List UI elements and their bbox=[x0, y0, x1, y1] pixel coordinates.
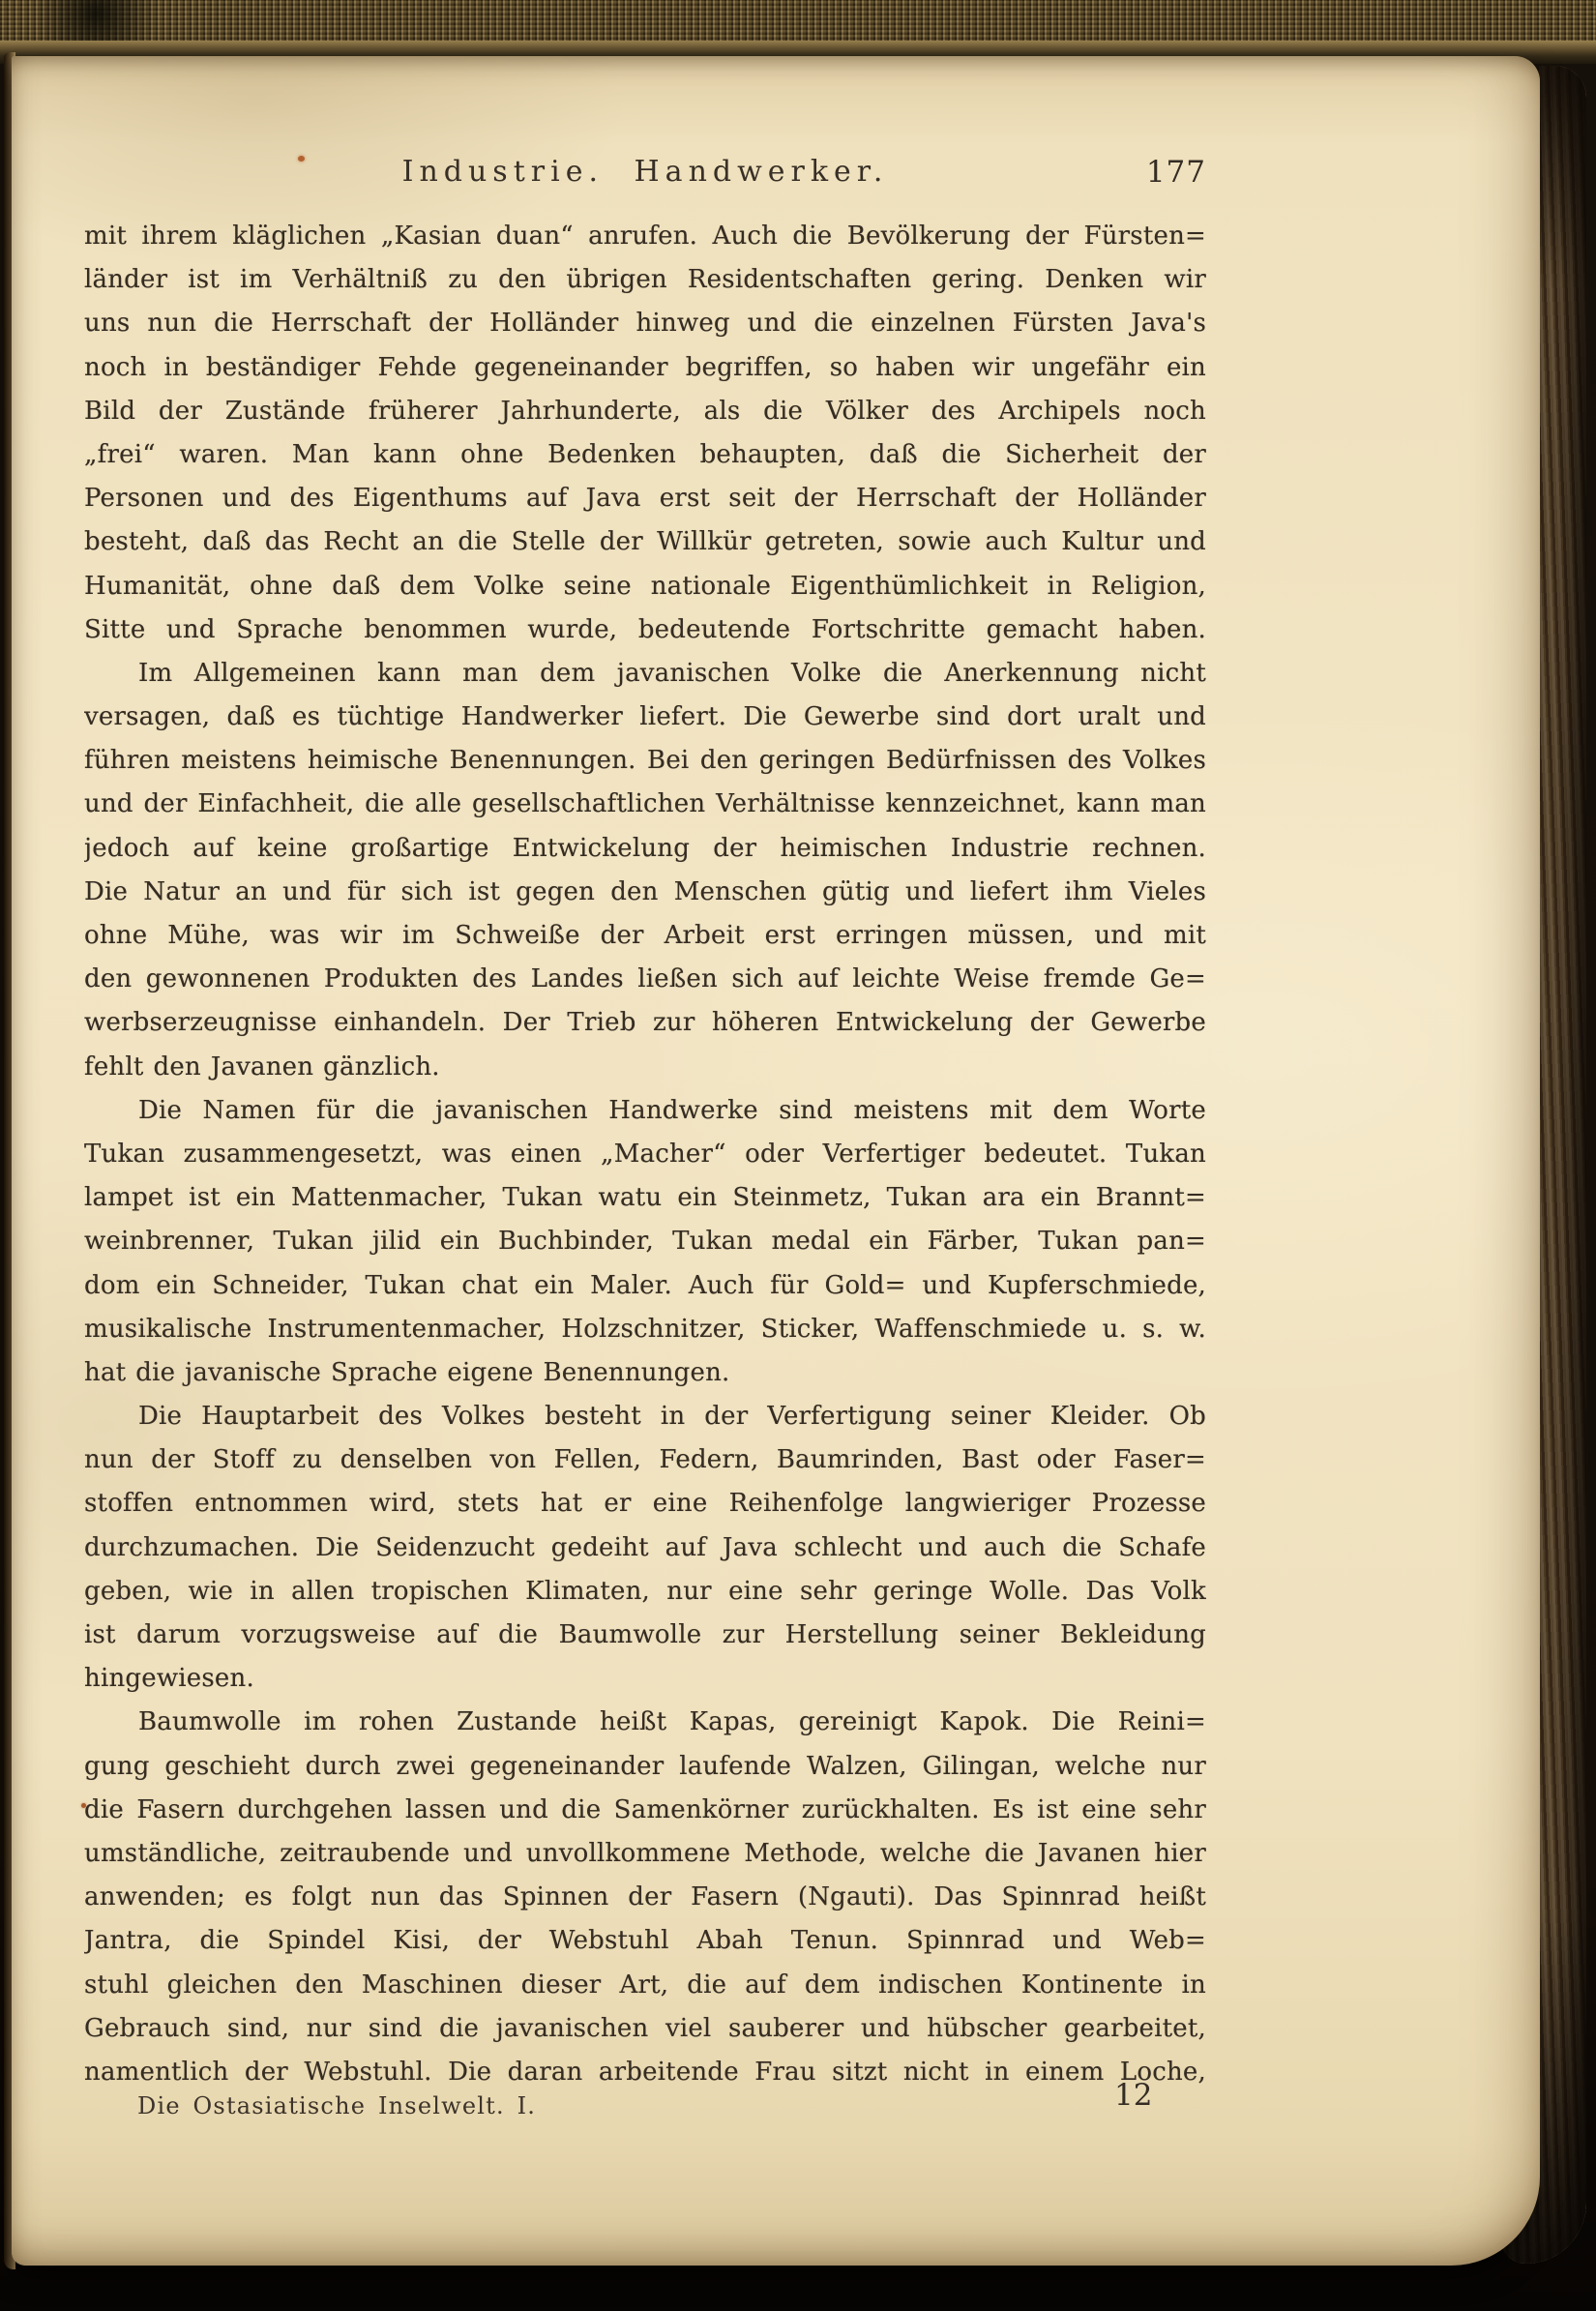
text-line: Tukan zusammengesetzt, was einen „Macher“ oder Verfertiger bedeutet. Tukan bbox=[84, 1139, 1206, 1169]
text-line: den gewonnenen Produkten des Landes ließen sich auf leichte Weise fremde Ge= bbox=[84, 964, 1206, 994]
text-line: gung geschieht durch zwei gegeneinander laufende Walzen, Gilingan, welche nur bbox=[84, 1751, 1206, 1781]
text-line: Im Allgemeinen kann man dem javanischen Volke die Anerkennung nicht bbox=[138, 658, 1206, 688]
text-line: werbserzeugnisse einhandeln. Der Trieb zur höheren Entwickelung der Gewerbe bbox=[84, 1008, 1206, 1038]
text-line: mit ihrem kläglichen „Kasian duan“ anrufen. Auch die Bevölkerung der Fürsten= bbox=[84, 222, 1206, 251]
text-line: länder ist im Verhältniß zu den übrigen Residentschaften gering. Denken wir bbox=[84, 265, 1206, 295]
text-line: ist darum vorzugsweise auf die Baumwolle zur Herstellung seiner Bekleidung bbox=[84, 1620, 1206, 1649]
text-line: lampet ist ein Mattenmacher, Tukan watu ein Steinmetz, Tukan ara ein Brannt= bbox=[84, 1183, 1206, 1213]
text-line: Jantra, die Spindel Kisi, der Webstuhl Abah Tenun. Spinnrad und Web= bbox=[84, 1926, 1206, 1956]
text-line: besteht, daß das Recht an die Stelle der Willkür getreten, sowie auch Kultur und bbox=[84, 527, 1206, 557]
text-line: uns nun die Herrschaft der Holländer hinweg und die einzelnen Fürsten Java's bbox=[84, 309, 1206, 339]
page-header bbox=[84, 153, 1206, 192]
text-line: Die Namen für die javanischen Handwerke sind meistens mit dem Worte bbox=[138, 1095, 1206, 1125]
text-line: die Fasern durchgehen lassen und die Samenkörner zurückhalten. Es ist eine sehr bbox=[84, 1794, 1206, 1824]
text-line: Baumwolle im rohen Zustande heißt Kapas, gereinigt Kapok. Die Reini= bbox=[138, 1707, 1206, 1737]
text-line: weinbrenner, Tukan jilid ein Buchbinder, Tukan medal ein Färber, Tukan pan= bbox=[84, 1227, 1206, 1257]
text-line: nun der Stoff zu denselben von Fellen, Federn, Baumrinden, Bast oder Faser= bbox=[84, 1445, 1206, 1475]
text-line: durchzumachen. Die Seidenzucht gedeiht auf Java schlecht und auch die Schafe bbox=[84, 1532, 1206, 1562]
text-line: jedoch auf keine großartige Entwickelung der heimischen Industrie rechnen. bbox=[84, 833, 1206, 863]
text-line: namentlich der Webstuhl. Die daran arbeitende Frau sitzt nicht in einem Loche, bbox=[84, 2057, 1206, 2087]
text-line: Bild der Zustände früherer Jahrhunderte, als die Völker des Archipels noch bbox=[84, 396, 1206, 426]
text-line: führen meistens heimische Benennungen. Bei den geringen Bedürfnissen des Volkes bbox=[84, 746, 1206, 776]
text-line: musikalische Instrumentenmacher, Holzschnitzer, Sticker, Waffenschmiede u. s. w. bbox=[84, 1314, 1206, 1344]
text-line: und der Einfachheit, die alle gesellschaftlichen Verhältnisse kennzeichnet, kann man bbox=[84, 789, 1206, 819]
text-line: Gebrauch sind, nur sind die javanischen viel sauberer und hübscher gearbeitet, bbox=[84, 2013, 1206, 2043]
series-footer: Die Ostasiatische Inselwelt. I. bbox=[137, 2092, 537, 2119]
text-line: fehlt den Javanen gänzlich. bbox=[84, 1052, 440, 1081]
text-line: stoffen entnommen wird, stets hat er eine Reihenfolge langwieriger Prozesse bbox=[84, 1489, 1206, 1519]
text-line: Die Natur an und für sich ist gegen den Menschen gütig und liefert ihm Vieles bbox=[84, 876, 1206, 906]
text-block bbox=[84, 215, 1206, 2096]
book-cover-edge bbox=[0, 0, 1596, 44]
text-line: Personen und des Eigenthums auf Java erst seit der Herrschaft der Holländer bbox=[84, 484, 1206, 514]
text-line: dom ein Schneider, Tukan chat ein Maler. Auch für Gold= und Kupferschmiede, bbox=[84, 1270, 1206, 1300]
text-line: noch in beständiger Fehde gegeneinander begriffen, so haben wir ungefähr ein bbox=[84, 352, 1206, 382]
text-line: umständliche, zeitraubende und unvollkommene Methode, welche die Javanen hier bbox=[84, 1838, 1206, 1868]
text-line: „frei“ waren. Man kann ohne Bedenken behaupten, daß die Sicherheit der bbox=[84, 439, 1206, 469]
book-page bbox=[12, 56, 1540, 2266]
text-line: Sitte und Sprache benommen wurde, bedeutende Fortschritte gemacht haben. bbox=[84, 614, 1206, 644]
text-line: Humanität, ohne daß dem Volke seine nationale Eigenthümlichkeit in Religion, bbox=[84, 571, 1206, 601]
text-line: Die Hauptarbeit des Volkes besteht in der Verfertigung seiner Kleider. Ob bbox=[138, 1402, 1206, 1432]
text-line: hingewiesen. bbox=[84, 1664, 254, 1694]
page-number: 177 bbox=[1145, 155, 1206, 190]
text-line: ohne Mühe, was wir im Schweiße der Arbeit erst erringen müssen, und mit bbox=[84, 921, 1206, 950]
text-line: stuhl gleichen den Maschinen dieser Art, die auf dem indischen Kontinente in bbox=[84, 1970, 1206, 2000]
text-line: versagen, daß es tüchtige Handwerker liefert. Die Gewerbe sind dort uralt und bbox=[84, 702, 1206, 732]
text-line: geben, wie in allen tropischen Klimaten, nur eine sehr geringe Wolle. Das Volk bbox=[84, 1576, 1206, 1606]
text-line: hat die javanische Sprache eigene Benennungen. bbox=[84, 1357, 730, 1387]
running-title: Industrie. Handwerker. bbox=[401, 155, 889, 189]
sheet-signature: 12 bbox=[1114, 2078, 1153, 2113]
text-line: anwenden; es folgt nun das Spinnen der Fasern (Ngauti). Das Spinnrad heißt bbox=[84, 1882, 1206, 1912]
